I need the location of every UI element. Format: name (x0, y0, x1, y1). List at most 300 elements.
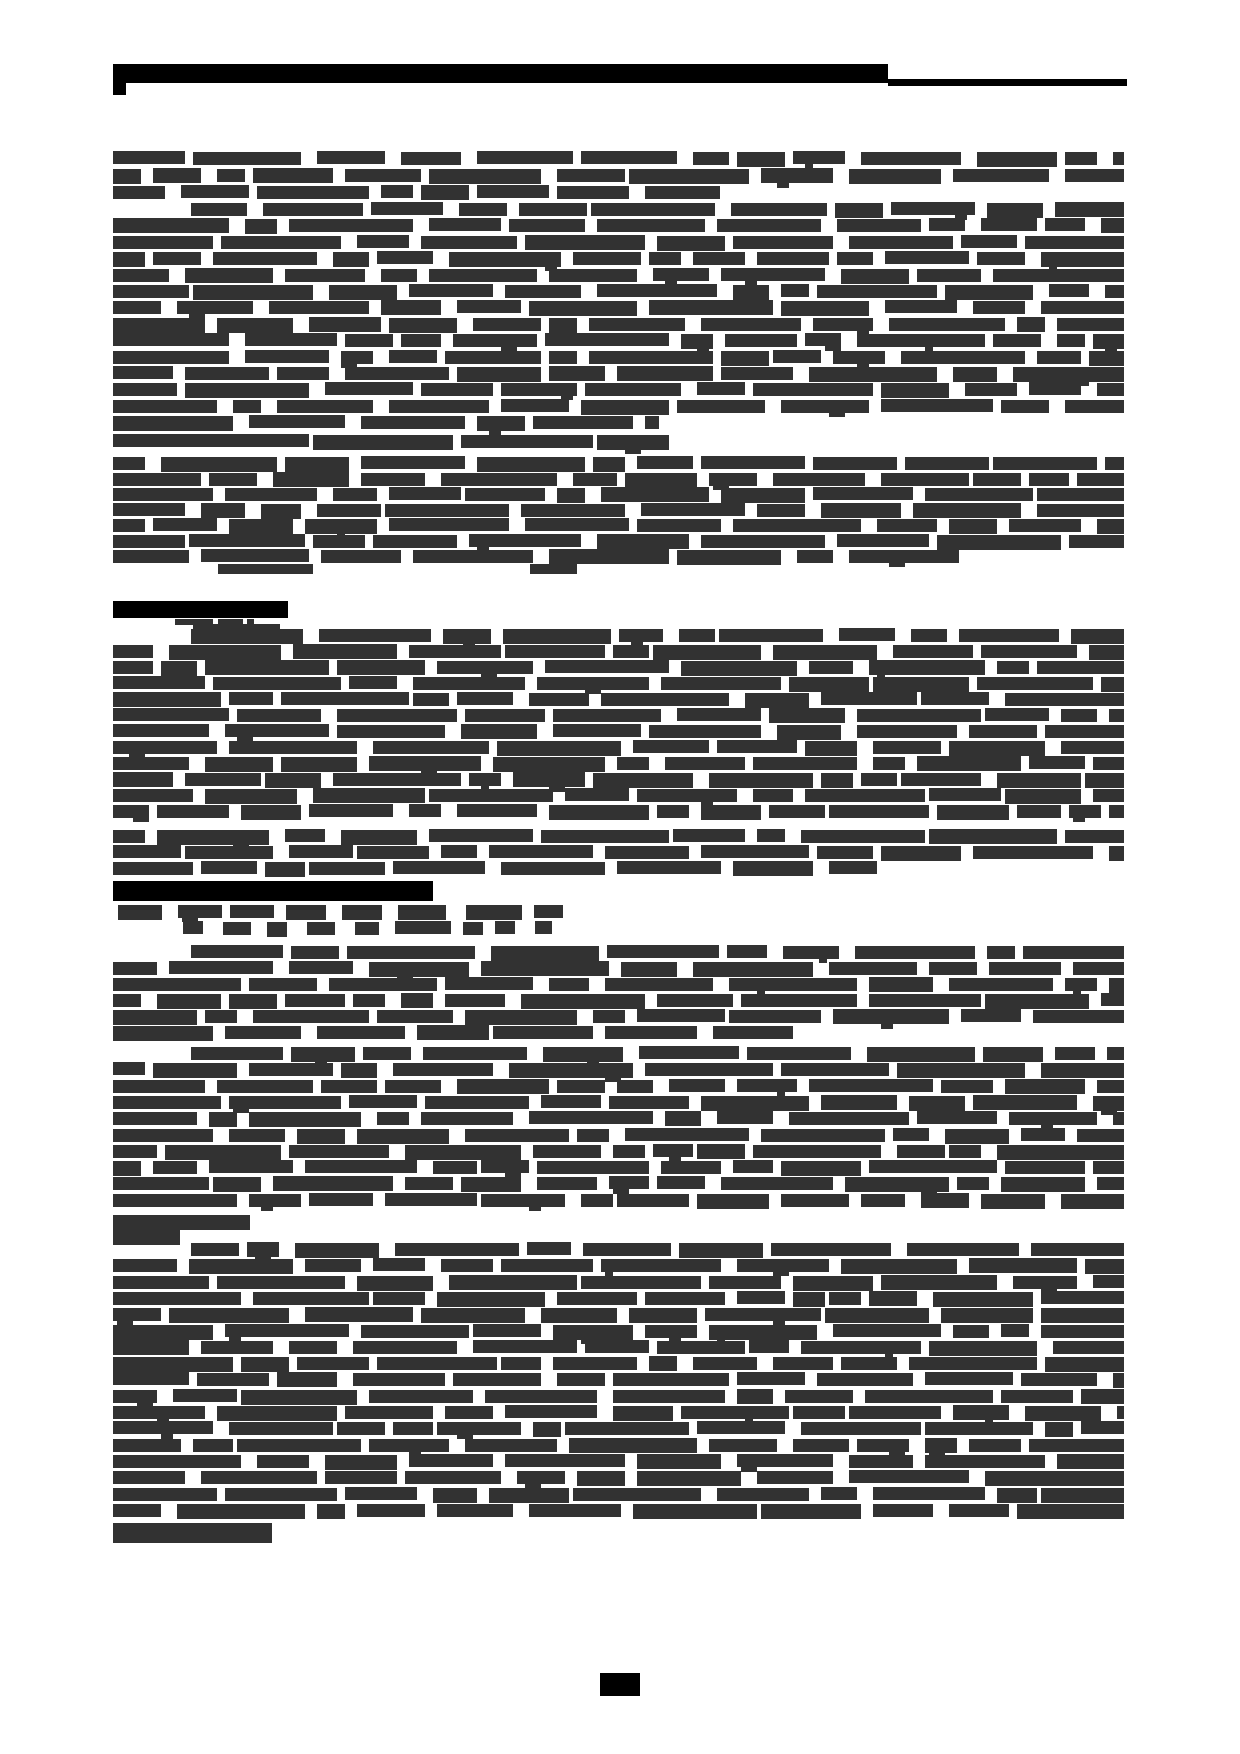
redaction-segment (581, 1276, 701, 1289)
redaction-segment (1109, 846, 1124, 861)
redaction-segment (385, 1193, 477, 1206)
redaction-segment (421, 1308, 525, 1323)
redaction-segment (649, 252, 681, 265)
redaction-segment (349, 1095, 417, 1108)
redaction-segment (501, 1357, 541, 1370)
redaction-segment (443, 629, 491, 644)
redaction-segment (457, 1079, 549, 1094)
redaction-segment (949, 978, 1053, 991)
redaction-segment (345, 334, 393, 347)
redaction-segment (113, 830, 145, 843)
redaction-segment (485, 1390, 597, 1403)
redaction-segment (377, 1357, 497, 1370)
redaction-segment (529, 1111, 653, 1124)
redaction-segment (269, 301, 369, 314)
redaction-segment (295, 1243, 379, 1258)
redaction-segment (161, 457, 277, 472)
redaction-segment (1065, 400, 1124, 413)
redaction-segment (949, 519, 997, 534)
redaction-segment (781, 1194, 849, 1207)
redaction-segment (653, 645, 761, 660)
redaction-segment (113, 1096, 221, 1109)
redaction-segment (113, 1215, 250, 1230)
redaction-segment (1045, 1422, 1073, 1437)
redaction-segment (929, 1341, 1037, 1356)
redaction-segment (457, 804, 537, 817)
redaction-segment (377, 1112, 409, 1125)
redaction-segment (429, 829, 533, 842)
redaction-segment (253, 1292, 369, 1305)
redaction-segment (1107, 1047, 1124, 1060)
redaction-segment (381, 269, 417, 282)
redaction-segment (345, 1406, 433, 1419)
redaction-segment (769, 805, 825, 818)
redaction-segment (177, 1504, 305, 1519)
redaction-segment (989, 962, 1061, 975)
redaction-segment (601, 693, 729, 706)
redaction-segment (473, 1324, 541, 1337)
redaction-segment (401, 334, 441, 347)
redaction-segment (1093, 757, 1124, 770)
redaction-segment (917, 269, 981, 282)
redaction-segment (465, 709, 545, 722)
redaction-segment (649, 300, 773, 315)
redaction-segment (265, 773, 321, 788)
redaction-segment (409, 284, 493, 297)
redaction-segment (721, 351, 769, 366)
redaction-segment (345, 169, 421, 182)
header-rule (888, 79, 1127, 86)
redaction-segment (113, 1357, 233, 1372)
redaction-segment (945, 285, 1033, 300)
redaction-segment (817, 846, 873, 859)
redaction-segment (781, 1063, 889, 1076)
redaction-segment (1081, 1421, 1124, 1434)
redaction-segment (841, 269, 909, 284)
redaction-segment (285, 457, 349, 472)
redaction-segment (477, 457, 585, 472)
redaction-segment (597, 534, 689, 549)
redaction-segment (873, 1504, 933, 1517)
redaction-segment (977, 677, 1093, 690)
redaction-segment (317, 504, 381, 517)
redaction-segment (717, 219, 821, 232)
redaction-segment (461, 435, 593, 448)
redaction-segment (417, 1025, 489, 1040)
redaction-segment (297, 1357, 369, 1370)
redaction-segment (113, 351, 229, 364)
redaction-segment (769, 708, 845, 723)
redaction-segment (113, 383, 177, 396)
redaction-segment (377, 251, 433, 264)
redaction-segment (529, 1504, 621, 1517)
redaction-segment (713, 1026, 793, 1039)
redaction-segment (953, 1325, 989, 1338)
redaction-segment (585, 1340, 649, 1353)
redaction-segment (1077, 1129, 1124, 1142)
redaction-segment (433, 1488, 477, 1503)
redaction-segment (413, 693, 449, 706)
redaction-segment (437, 1504, 513, 1517)
redaction-segment (421, 236, 517, 249)
redaction-segment (285, 269, 365, 282)
redaction-segment (401, 152, 461, 165)
redaction-segment (701, 1096, 809, 1111)
redaction-segment (265, 862, 305, 877)
redaction-segment (629, 1308, 697, 1323)
redaction-segment (1045, 218, 1085, 231)
redaction-segment (653, 1144, 693, 1157)
redaction-segment (573, 473, 617, 486)
redaction-segment (1041, 1488, 1124, 1503)
redaction-segment (617, 757, 649, 770)
redaction-segment (225, 1488, 337, 1501)
redaction-segment (1009, 1112, 1097, 1125)
redaction-segment (113, 218, 229, 233)
redaction-segment (633, 740, 709, 753)
redaction-segment (201, 503, 245, 518)
redaction-segment (889, 318, 1005, 331)
redaction-segment (733, 285, 769, 300)
redaction-segment (793, 1439, 849, 1452)
redaction-segment (609, 1176, 649, 1189)
redaction-segment (425, 1096, 529, 1109)
redaction-segment (857, 709, 981, 722)
redaction-segment (857, 725, 957, 738)
redaction-segment (213, 252, 317, 265)
redaction-segment (1097, 519, 1124, 534)
redaction-segment (153, 1161, 197, 1174)
redaction-segment (153, 168, 201, 183)
redaction-segment (521, 504, 625, 517)
redaction-segment (697, 382, 745, 395)
redaction-segment (985, 708, 1049, 721)
redaction-segment (1041, 1325, 1124, 1338)
redaction-segment (905, 457, 989, 470)
redaction-segment (1041, 1291, 1124, 1304)
redaction-segment (347, 946, 475, 959)
redaction-segment (907, 1243, 1019, 1256)
redaction-segment (1061, 709, 1097, 722)
redaction-fragment (530, 564, 577, 574)
redaction-segment (693, 152, 729, 165)
redaction-segment (961, 235, 1017, 248)
redaction-segment (191, 1243, 239, 1256)
redaction-segment (793, 1406, 845, 1419)
redacted-title-bar (113, 64, 888, 83)
redaction-segment (665, 1111, 701, 1126)
redaction-segment (657, 805, 689, 818)
redaction-segment (257, 186, 369, 199)
redaction-segment (257, 1455, 309, 1468)
redaction-segment (697, 1421, 785, 1434)
redaction-segment (625, 1128, 749, 1141)
redaction-descender (777, 183, 789, 188)
redaction-segment (657, 994, 733, 1007)
redaction-segment (353, 1373, 445, 1386)
redaction-segment (369, 962, 469, 977)
redaction-segment (341, 830, 417, 845)
redaction-segment (557, 1080, 605, 1093)
redaction-segment (157, 830, 269, 845)
redaction-segment (855, 946, 975, 959)
redaction-segment (381, 300, 441, 315)
redaction-segment (377, 1010, 453, 1023)
redaction-segment (693, 1357, 757, 1370)
redaction-segment (849, 1406, 941, 1419)
redaction-segment (445, 1406, 493, 1419)
redaction-segment (607, 945, 719, 958)
redaction-segment (389, 400, 489, 413)
redaction-segment (729, 1010, 821, 1023)
redaction-segment (249, 1112, 361, 1127)
redaction-segment (413, 677, 525, 690)
redaction-segment (329, 978, 437, 991)
redaction-segment (701, 318, 801, 331)
redaction-segment (209, 473, 257, 486)
redaction-segment (665, 757, 745, 770)
redaction-segment (949, 1145, 981, 1158)
redaction-segment (201, 549, 309, 562)
redaction-segment (1089, 645, 1124, 660)
redaction-segment (997, 1145, 1124, 1160)
redaction-segment (949, 741, 1045, 756)
redaction-segment (945, 1129, 1009, 1144)
redaction-segment (201, 861, 257, 874)
redaction-segment (241, 1357, 289, 1372)
redaction-segment (833, 1009, 949, 1024)
redaction-segment (535, 921, 552, 934)
redaction-segment (473, 318, 541, 331)
redaction-segment (173, 1389, 237, 1402)
redaction-segment (817, 1373, 913, 1386)
redaction-segment (309, 804, 393, 817)
redaction-segment (1057, 334, 1085, 347)
redaction-segment (395, 921, 451, 934)
redaction-segment (113, 1259, 177, 1272)
redaction-segment (953, 367, 997, 382)
redaction-segment (997, 773, 1081, 788)
redaction-segment (1033, 1010, 1124, 1023)
redaction-segment (345, 1487, 417, 1500)
redaction-segment (441, 845, 477, 858)
redaction-segment (357, 235, 409, 248)
redaction-segment (549, 805, 649, 820)
redaction-segment (213, 1177, 261, 1192)
redaction-segment (313, 535, 365, 548)
redaction-segment (217, 318, 293, 333)
redaction-segment (737, 1079, 797, 1092)
redaction-segment (1073, 962, 1124, 975)
redaction-segment (261, 504, 301, 519)
redaction-segment (1005, 1161, 1085, 1174)
redaction-segment (249, 978, 317, 991)
redaction-segment (437, 1292, 545, 1307)
redaction-segment (929, 788, 1001, 801)
redaction-segment (837, 252, 873, 265)
redaction-segment (733, 1160, 773, 1173)
redaction-segment (753, 383, 873, 396)
redaction-segment (1055, 202, 1124, 217)
redaction-segment (869, 1291, 917, 1306)
redaction-segment (337, 709, 457, 722)
redaction-descender (133, 817, 149, 822)
redaction-segment (113, 236, 213, 249)
redaction-segment (617, 1080, 653, 1093)
redaction-segment (605, 846, 689, 859)
redaction-segment (398, 905, 446, 920)
redaction-segment (113, 1177, 209, 1190)
redaction-segment (409, 804, 441, 817)
redaction-segment (205, 757, 273, 772)
redaction-segment (925, 1372, 1013, 1385)
redaction-segment (113, 1504, 161, 1517)
redaction-segment (969, 1258, 1077, 1273)
redaction-segment (342, 905, 382, 920)
redaction-segment (1029, 1439, 1124, 1452)
redaction-segment (677, 708, 761, 721)
redaction-segment (113, 1010, 197, 1025)
redaction-segment (585, 383, 681, 396)
redaction-segment (1101, 677, 1124, 692)
redaction-segment (113, 1112, 197, 1125)
redaction-segment (153, 252, 201, 265)
redaction-segment (229, 1422, 333, 1435)
redaction-segment (113, 1145, 157, 1158)
redaction-segment (741, 994, 857, 1007)
redaction-segment (185, 268, 273, 283)
redaction-segment (113, 1439, 181, 1452)
redaction-segment (337, 660, 425, 675)
redaction-segment (1001, 1324, 1029, 1337)
redaction-segment (1001, 1390, 1073, 1403)
redaction-segment (433, 1161, 477, 1174)
redaction-segment (389, 350, 437, 363)
redaction-segment (1045, 1357, 1124, 1372)
redaction-segment (1097, 1177, 1124, 1190)
redaction-segment (1113, 152, 1124, 165)
redaction-segment (217, 1406, 337, 1421)
redaction-segment (505, 285, 581, 298)
redaction-segment (113, 488, 213, 501)
redaction-segment (113, 301, 161, 314)
redaction-segment (423, 1047, 527, 1060)
redaction-segment (797, 550, 833, 563)
redaction-segment (291, 1047, 355, 1062)
redaction-segment (1001, 400, 1049, 413)
redaction-segment (305, 519, 377, 534)
redaction-segment (553, 1357, 637, 1370)
redaction-segment (113, 994, 141, 1007)
redaction-segment (637, 1009, 725, 1022)
redaction-segment (881, 846, 961, 861)
redaction-segment (597, 284, 717, 297)
redaction-segment (113, 1230, 180, 1245)
redaction-segment (273, 472, 349, 487)
redaction-segment (983, 1047, 1043, 1062)
redaction-segment (1023, 946, 1124, 959)
redaction-segment (841, 1357, 897, 1370)
redaction-segment (421, 383, 493, 396)
redaction-segment (509, 219, 585, 232)
redaction-segment (1045, 725, 1124, 738)
redaction-segment (305, 1160, 417, 1173)
redaction-segment (389, 487, 461, 500)
redaction-segment (349, 676, 397, 689)
redaction-segment (465, 488, 545, 501)
redaction-segment (993, 457, 1097, 470)
redaction-segment (253, 1010, 369, 1023)
redaction-segment (213, 677, 341, 690)
redaction-segment (225, 1324, 349, 1337)
redaction-segment (693, 252, 745, 265)
redaction-segment (466, 905, 522, 920)
redaction-segment (241, 1390, 357, 1405)
redaction-segment (457, 300, 521, 313)
redaction-segment (1109, 709, 1124, 722)
redaction-segment (569, 1438, 697, 1453)
redaction-segment (113, 252, 145, 267)
redaction-segment (653, 268, 709, 281)
redaction-segment (229, 519, 293, 534)
redaction-segment (937, 535, 1061, 550)
redaction-segment (679, 1243, 763, 1258)
redaction-segment (577, 1129, 609, 1142)
redaction-segment (289, 219, 413, 232)
redaction-segment (1041, 252, 1124, 267)
redaction-segment (637, 789, 737, 802)
redaction-segment (733, 519, 861, 532)
redaction-segment (617, 366, 713, 381)
redaction-segment (721, 268, 825, 281)
redaction-segment (113, 1340, 189, 1355)
redaction-segment (985, 994, 1089, 1009)
redaction-segment (229, 1129, 285, 1142)
redaction-segment (1069, 535, 1124, 548)
redaction-segment (589, 351, 713, 364)
redaction-segment (281, 757, 357, 772)
redaction-segment (357, 1504, 425, 1517)
redaction-segment (637, 456, 693, 469)
redaction-segment (113, 366, 173, 379)
redaction-segment (505, 645, 605, 658)
redaction-segment (463, 922, 483, 935)
redaction-segment (1029, 473, 1069, 486)
redaction-segment (493, 1026, 593, 1039)
redaction-segment (613, 1406, 673, 1421)
redaction-segment (613, 1373, 729, 1386)
redaction-segment (113, 708, 229, 721)
redaction-segment (245, 350, 329, 363)
redaction-segment (481, 961, 609, 976)
redaction-segment (1105, 285, 1124, 298)
redaction-segment (1061, 741, 1124, 754)
redaction-segment (697, 1144, 745, 1159)
redaction-segment (583, 1243, 671, 1256)
redaction-segment (837, 219, 921, 232)
redaction-segment (309, 862, 385, 875)
redaction-segment (501, 862, 605, 875)
redaction-segment (113, 535, 185, 548)
redaction-segment (113, 1276, 209, 1289)
redaction-segment (249, 1063, 333, 1076)
redaction-segment (505, 1454, 625, 1467)
redaction-segment (745, 693, 809, 708)
redaction-segment (441, 473, 557, 486)
redaction-segment (697, 1194, 769, 1209)
redaction-segment (385, 1080, 441, 1093)
redaction-segment (525, 235, 645, 250)
